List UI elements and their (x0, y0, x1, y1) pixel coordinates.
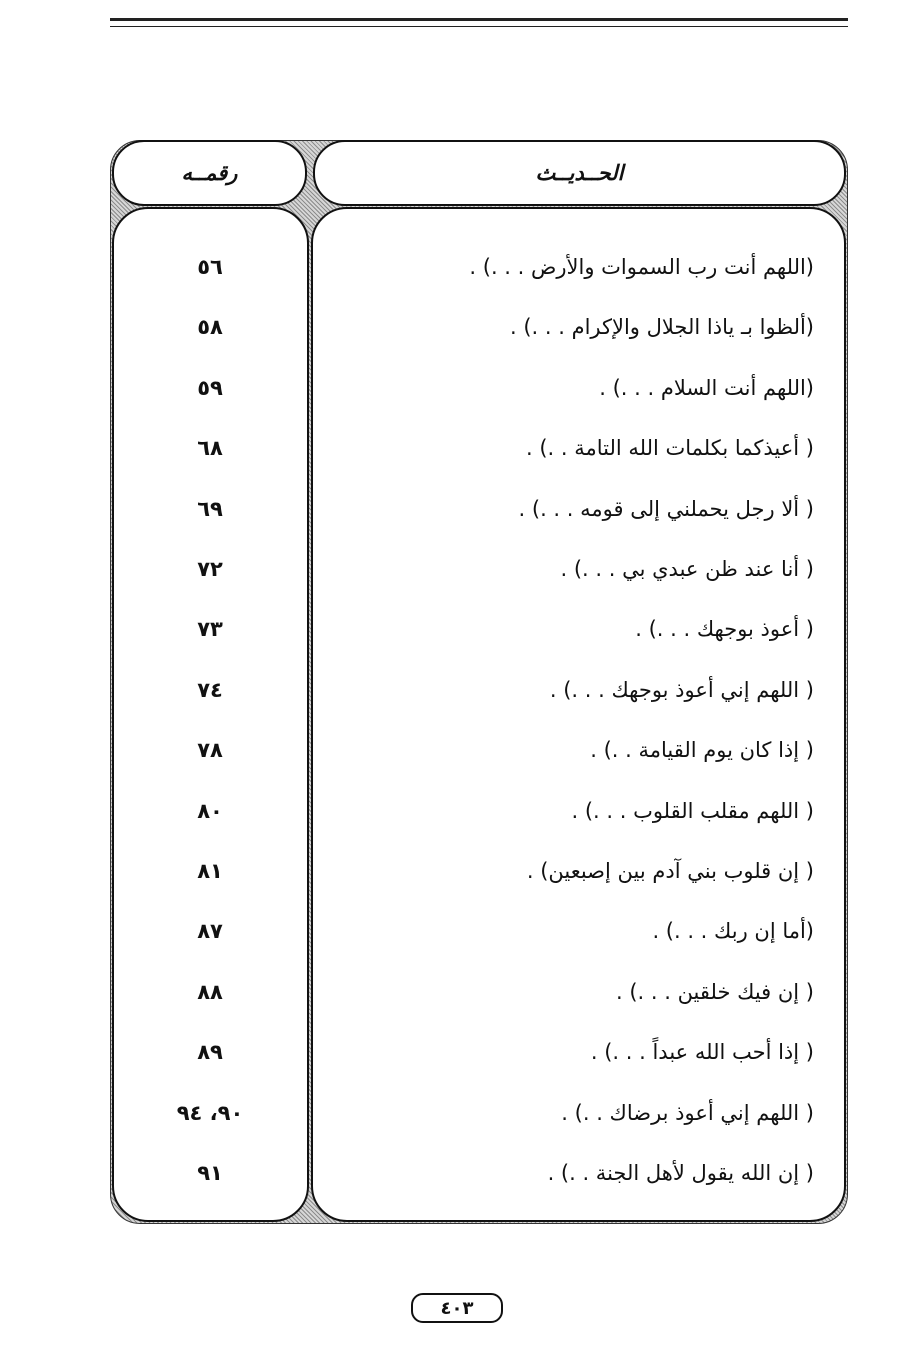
hadith-number: ٥٩ (197, 376, 223, 400)
hadith-text: ( ألا رجل يحملني إلى قومه . . .) . (518, 497, 814, 521)
hadith-text: (ألظوا بـ ياذا الجلال والإكرام . . .) . (509, 315, 814, 339)
hadith-number: ٧٣ (197, 617, 223, 641)
header-number: رقمــه (112, 140, 307, 206)
hadith-number: ٧٤ (197, 678, 223, 702)
hadith-number: ٨٩ (197, 1040, 223, 1064)
hadith-text: (اللهم أنت رب السموات والأرض . . .) . (469, 255, 814, 279)
hadith-text: ( اللهم مقلب القلوب . . .) . (571, 799, 814, 823)
hadith-text: ( إن قلوب بني آدم بين إصبعين) . (526, 859, 814, 883)
hadith-text: ( أعوذ بوجهك . . .) . (635, 617, 814, 641)
hadith-text: ( أنا عند ظن عبدي بي . . .) . (560, 557, 814, 581)
hadith-text: (أما إن ربك . . .) . (652, 919, 814, 943)
hadith-text: ( إذا كان يوم القيامة . .) . (590, 738, 814, 762)
page-number: ٤٠٣ (411, 1293, 503, 1323)
hadith-text: (اللهم أنت السلام . . .) . (599, 376, 814, 400)
hadith-number: ٨٨ (197, 980, 223, 1004)
hadith-number: ٧٨ (197, 738, 223, 762)
hadith-text: ( إذا أحب الله عبداً . . .) . (590, 1040, 814, 1064)
hadith-number: ٥٨ (197, 315, 223, 339)
hadith-text: ( اللهم إني أعوذ بوجهك . . .) . (549, 678, 814, 702)
hadith-number: ٩١ (197, 1161, 223, 1185)
hadith-text: ( اللهم إني أعوذ برضاك . .) . (561, 1101, 814, 1125)
hadith-text: ( إن الله يقول لأهل الجنة . .) . (547, 1161, 814, 1185)
top-rule-thick (110, 18, 848, 21)
hadith-number: ٥٦ (197, 255, 223, 279)
top-rule-thin (110, 26, 848, 27)
hadith-number: ٦٩ (197, 497, 223, 521)
hadith-number: ٩٠، ٩٤ (176, 1101, 244, 1125)
hadith-text: ( أعيذكما بكلمات الله التامة . .) . (525, 436, 814, 460)
hadith-number: ٦٨ (197, 436, 223, 460)
header-hadith: الحــديــث (313, 140, 846, 206)
hadith-number: ٨٧ (197, 919, 223, 943)
hadith-number: ٨٠ (197, 799, 223, 823)
hadith-number: ٧٢ (197, 557, 223, 581)
hadith-number: ٨١ (197, 859, 223, 883)
hadith-text: ( إن فيك خلقين . . .) . (615, 980, 814, 1004)
